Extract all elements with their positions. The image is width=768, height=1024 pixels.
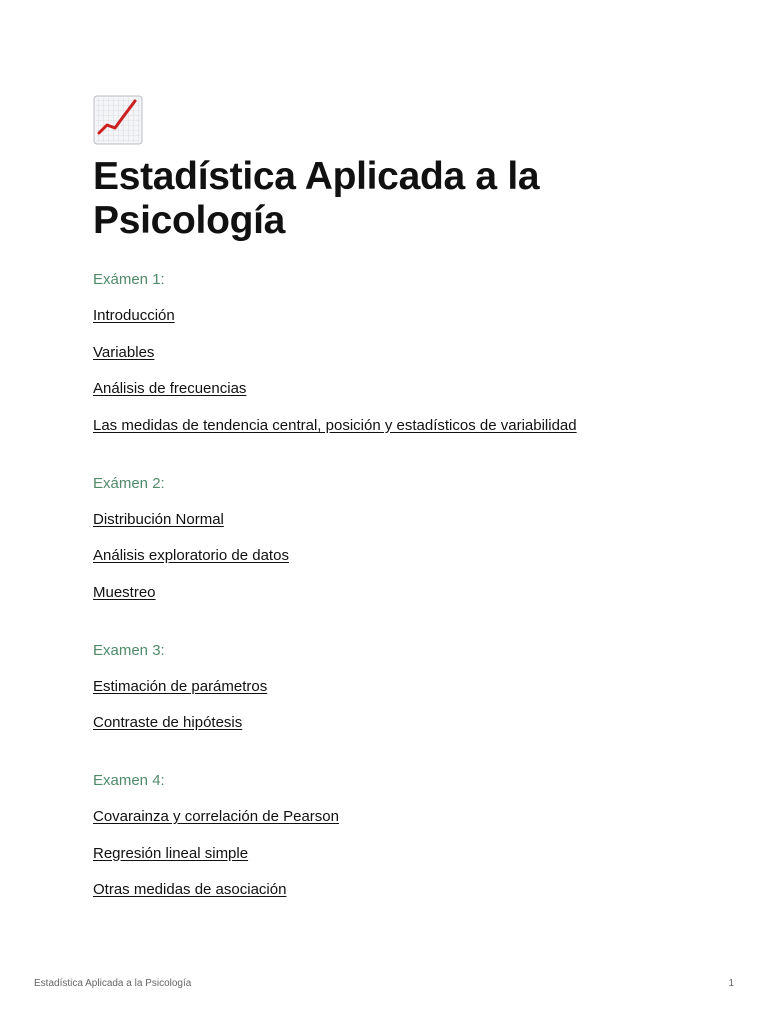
topic-link-regresion-lineal[interactable]: Regresión lineal simple	[93, 844, 249, 862]
section-exam-1	[93, 271, 713, 435]
topic-link-analisis-frecuencias[interactable]: Análisis de frecuencias	[93, 380, 247, 397]
section-heading: Examen 3:	[93, 641, 165, 659]
title-line-2: Psicología	[93, 199, 286, 242]
footer-title: Estadística Aplicada a la Psicología	[34, 978, 192, 989]
section-exam-3	[93, 642, 713, 733]
title-line-1: Estadística Aplicada a la	[93, 155, 540, 198]
page-footer	[34, 978, 734, 989]
topic-link-otras-medidas[interactable]: Otras medidas de asociación	[93, 881, 287, 898]
section-exam-2	[93, 475, 713, 602]
section-exam-4	[93, 772, 713, 899]
topic-link-analisis-exploratorio[interactable]: Análisis exploratorio de datos	[93, 547, 289, 564]
topic-link-distribucion-normal[interactable]: Distribución Normal	[93, 510, 224, 528]
section-heading: Exámen 2:	[93, 474, 165, 492]
section-heading: Examen 4:	[93, 772, 165, 789]
topic-link-estimacion-parametros[interactable]: Estimación de parámetros	[93, 677, 268, 695]
document-page	[93, 95, 713, 918]
section-heading: Exámen 1:	[93, 271, 165, 288]
topic-link-medidas-tendencia[interactable]: Las medidas de tendencia central, posición y estadísticos de variabilidad	[93, 416, 577, 434]
page-number: 1	[728, 978, 734, 989]
topic-link-contraste-hipotesis[interactable]: Contraste de hipótesis	[93, 714, 243, 731]
page-title	[93, 155, 713, 243]
topic-link-covarianza-correlacion[interactable]: Covarainza y correlación de Pearson	[93, 808, 339, 825]
topic-link-variables[interactable]: Variables	[93, 343, 155, 361]
chart-increasing-icon	[93, 95, 143, 145]
topic-link-muestreo[interactable]: Muestreo	[93, 583, 156, 601]
topic-link-introduccion[interactable]: Introducción	[93, 307, 175, 324]
